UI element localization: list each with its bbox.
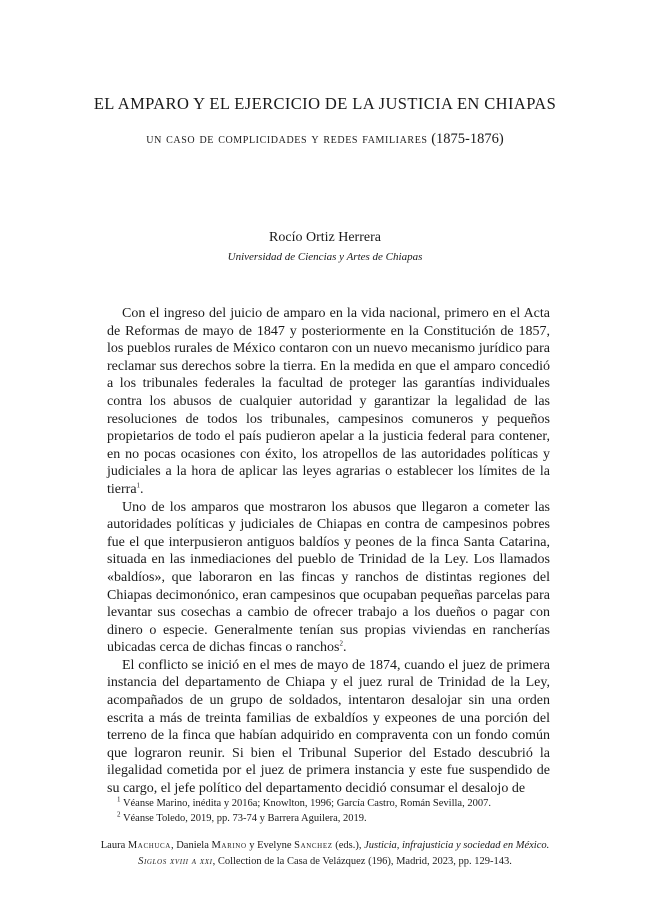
paragraph-1-end: . [140,481,144,497]
subtitle-main: un caso de complicidades y redes familiares [146,131,428,147]
footnote-1 [117,796,557,811]
citation-book-title: Justicia, infrajusticia y sociedad en México. [364,840,550,851]
citation-editor-1: Machuca [127,840,171,851]
book-citation [95,838,555,870]
paragraph-2-end: . [342,640,347,656]
paragraph-3-text: El conflicto se inició en el mes de mayo de 1874, cuando el juez de primera instancia del departamento de Chiapa y el juez rural de Trinidad de la Ley, acompañados de un grupo de soldados, intentaron desalojar sin una orden escrita a más de treinta familias de exbaldíos y expeones de una porción del terreno de la finca que habían adquirido en compraventa con un fondo común que lograron reunir. Si bien el Tribunal Superior del Estado descubrió la ilegalidad cometida por el juez de primera instancia y este fue suspendido de su cargo, el jefe político del departamento decidió consumar el desalojo de [107,657,550,797]
paragraph-2-text: Uno de los amparos que mostraron los abusos que llegaron a cometer las autoridades políticas y judiciales de Chiapas en contra de campesinos pobres fue el que interpusieron antiguos baldíos y peones de la finca Santa Catarina, situada en las inmediaciones del pueblo de Trinidad de la Ley. Los llamados «baldíos», que laboraron en las fincas y ranchos de distintas regiones del Chiapas decimonónico, eran campesinos que ocupaban pequeñas parcelas para levantar sus cosechas a cambio de ofrecer trabajo a los dueños o pagar con dinero o especie. Generalmente tenían sus propias viviendas en rancherías ubicadas cerca de dichas fincas o ranchos [107,499,550,656]
author-name: Rocío Ortiz Herrera [269,230,381,245]
footnote-2-text: Véanse Toledo, 2019, pp. 73-74 y Barrera Aguilera, 2019. [122,813,367,824]
citation-text-1: Laura [100,840,128,851]
citation-line-1 [95,838,555,854]
citation-editor-2: Marino [211,840,247,851]
footnote-1-number: 1 [117,795,121,804]
paragraph-3 [107,657,550,798]
footnotes [117,796,557,826]
footnote-2-number: 2 [117,810,121,819]
citation-publication-info: , Collection de la Casa de Velázquez (196), Madrid, 2023, pp. 129-143. [212,856,512,867]
body-text [107,305,550,798]
citation-text-2: , Daniela [170,840,212,851]
author-affiliation: Universidad de Ciencias y Artes de Chiapas [227,251,423,263]
citation-book-subtitle: Siglos xviii a xxi [138,856,213,867]
citation-text-4: (eds.), [332,840,365,851]
chapter-subtitle [0,131,650,148]
paragraph-1 [107,305,550,499]
paragraph-2 [107,499,550,657]
footnote-1-text: Véanse Marino, inédita y 2016a; Knowlton, 1996; García Castro, Román Sevilla, 2007. [122,798,491,809]
footnote-ref-2: 2 [339,639,343,648]
paragraph-1-text: Con el ingreso del juicio de amparo en la vida nacional, primero en el Acta de Reformas de mayo de 1847 y posteriormente en la Constitución de 1857, los pueblos rurales de México contaron con un nuevo mecanismo jurídico para reclamar sus derechos sobre la tierra. En la medida en que el amparo concedió a los tribunales federales la facultad de proteger las garantías individuales contra los abusos de cualquier autoridad y garantizar la legalidad de las resoluciones de todos los tribunales, campesinos comuneros y pequeños propietarios de todo el país pudieron apelar a la justicia federal para contener, en no pocas ocasiones con éxito, los atropellos de las autoridades políticas y judiciales a la hora de aplicar las leyes agrarias o establecer los límites de la tierra [107,306,550,497]
footnote-ref-1: 1 [136,481,141,490]
citation-text-3: y Evelyne [246,840,295,851]
citation-line-2 [95,854,555,870]
footnote-2 [117,811,557,826]
subtitle-years: (1875-1876) [431,131,504,147]
citation-editor-3: Sanchez [294,840,333,851]
chapter-title: EL AMPARO Y EL EJERCICIO DE LA JUSTICIA EN CHIAPAS [93,94,557,113]
